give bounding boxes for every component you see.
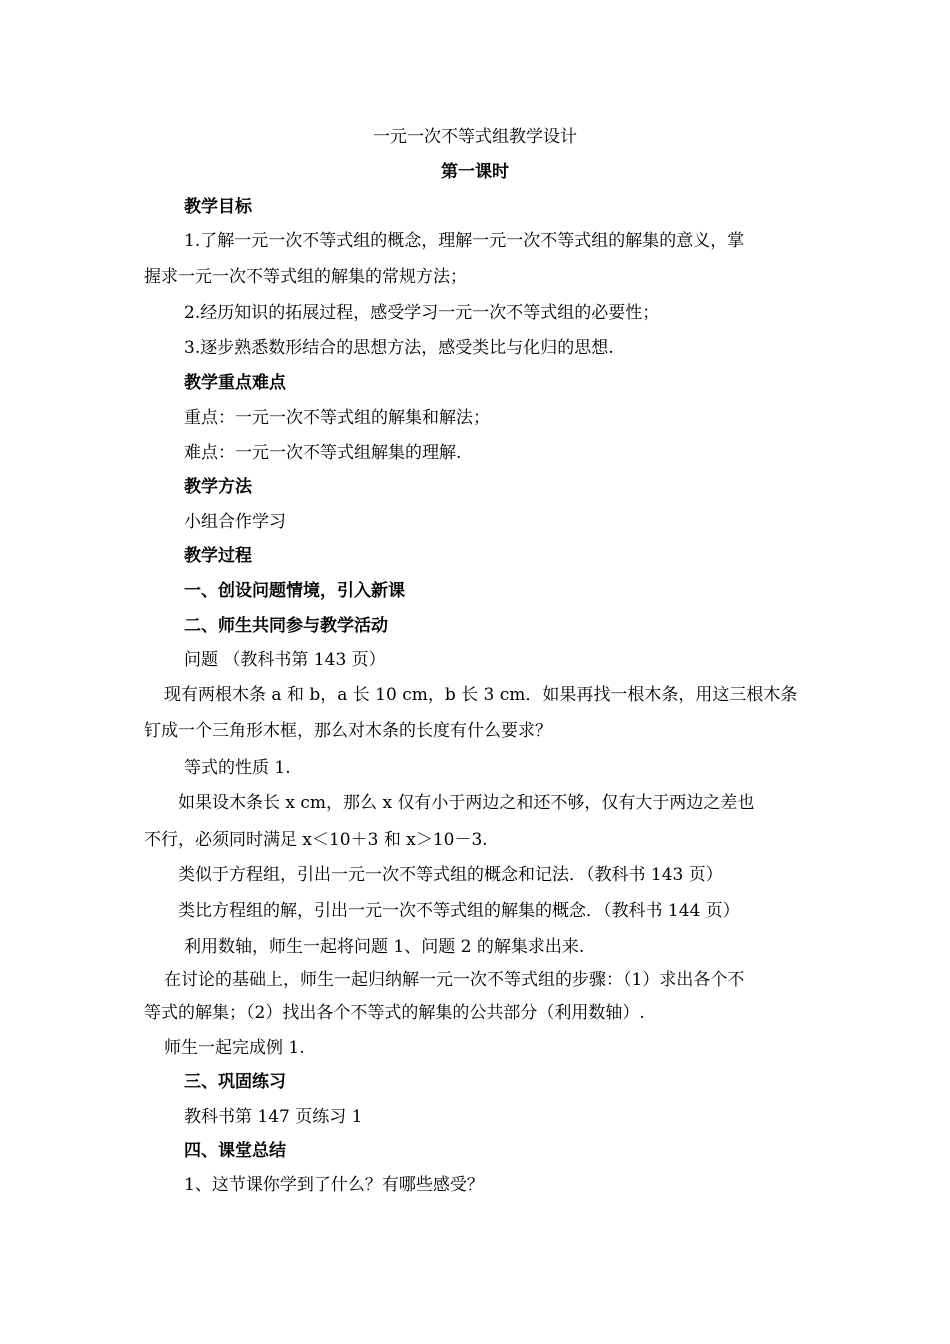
property: 等式的性质 1. (184, 758, 291, 778)
number-line-step: 利用数轴，师生一起将问题 1、问题 2 的解集求出来. (184, 937, 585, 957)
method-heading: 教学方法 (184, 477, 252, 497)
analysis-line2: 不行，必须同时满足 x＜10＋3 和 x＞10－3. (144, 830, 488, 850)
step2-heading: 二、师生共同参与教学活动 (184, 616, 388, 636)
analysis-line1: 如果设木条长 x cm，那么 x 仅有小于两边之和还不够，仅有大于两边之差也 (178, 793, 755, 813)
process-heading: 教学过程 (184, 546, 252, 566)
steps-line2: 等式的解集；（2）找出各个不等式的解集的公共部分（利用数轴）. (144, 1003, 645, 1023)
objective-2: 2.经历知识的拓展过程，感受学习一元一次不等式组的必要性； (184, 303, 660, 323)
document-title: 一元一次不等式组教学设计 (373, 127, 577, 147)
document-subtitle: 第一课时 (441, 162, 509, 182)
step3-heading: 三、巩固练习 (184, 1072, 286, 1092)
problem-line2: 钉成一个三角形木框，那么对木条的长度有什么要求？ (144, 721, 552, 741)
objectives-heading: 教学目标 (184, 197, 252, 217)
problem-line1: 现有两根木条 a 和 b，a 长 10 cm，b 长 3 cm．如果再找一根木条，用这三根木条 (164, 685, 798, 705)
objective-1-line1: 1.了解一元一次不等式组的概念，理解一元一次不等式组的解集的意义，掌 (184, 231, 745, 251)
example: 师生一起完成例 1. (164, 1038, 305, 1058)
analogy-2: 类比方程组的解，引出一元一次不等式组的解集的概念．（教科书 144 页） (178, 901, 740, 921)
problem-ref: 问题 （教科书第 143 页） (184, 650, 386, 670)
step1-heading: 一、创设问题情境，引入新课 (184, 581, 405, 601)
difficulty: 难点：一元一次不等式组解集的理解. (184, 443, 462, 463)
objective-3: 3.逐步熟悉数形结合的思想方法，感受类比与化归的思想. (184, 338, 614, 358)
objective-1-line2: 握求一元一次不等式组的解集的常规方法； (144, 267, 467, 287)
key-point: 重点：一元一次不等式组的解集和解法； (184, 408, 490, 428)
key-points-heading: 教学重点难点 (184, 373, 286, 393)
steps-line1: 在讨论的基础上，师生一起归纳解一元一次不等式组的步骤：（1）求出各个不 (164, 970, 745, 990)
summary-q1: 1、这节课你学到了什么？有哪些感受？ (184, 1175, 484, 1195)
exercise: 教科书第 147 页练习 1 (184, 1107, 363, 1127)
method: 小组合作学习 (184, 512, 286, 532)
analogy-1: 类似于方程组，引出一元一次不等式组的概念和记法．（教科书 143 页） (178, 865, 723, 885)
step4-heading: 四、课堂总结 (184, 1141, 286, 1161)
